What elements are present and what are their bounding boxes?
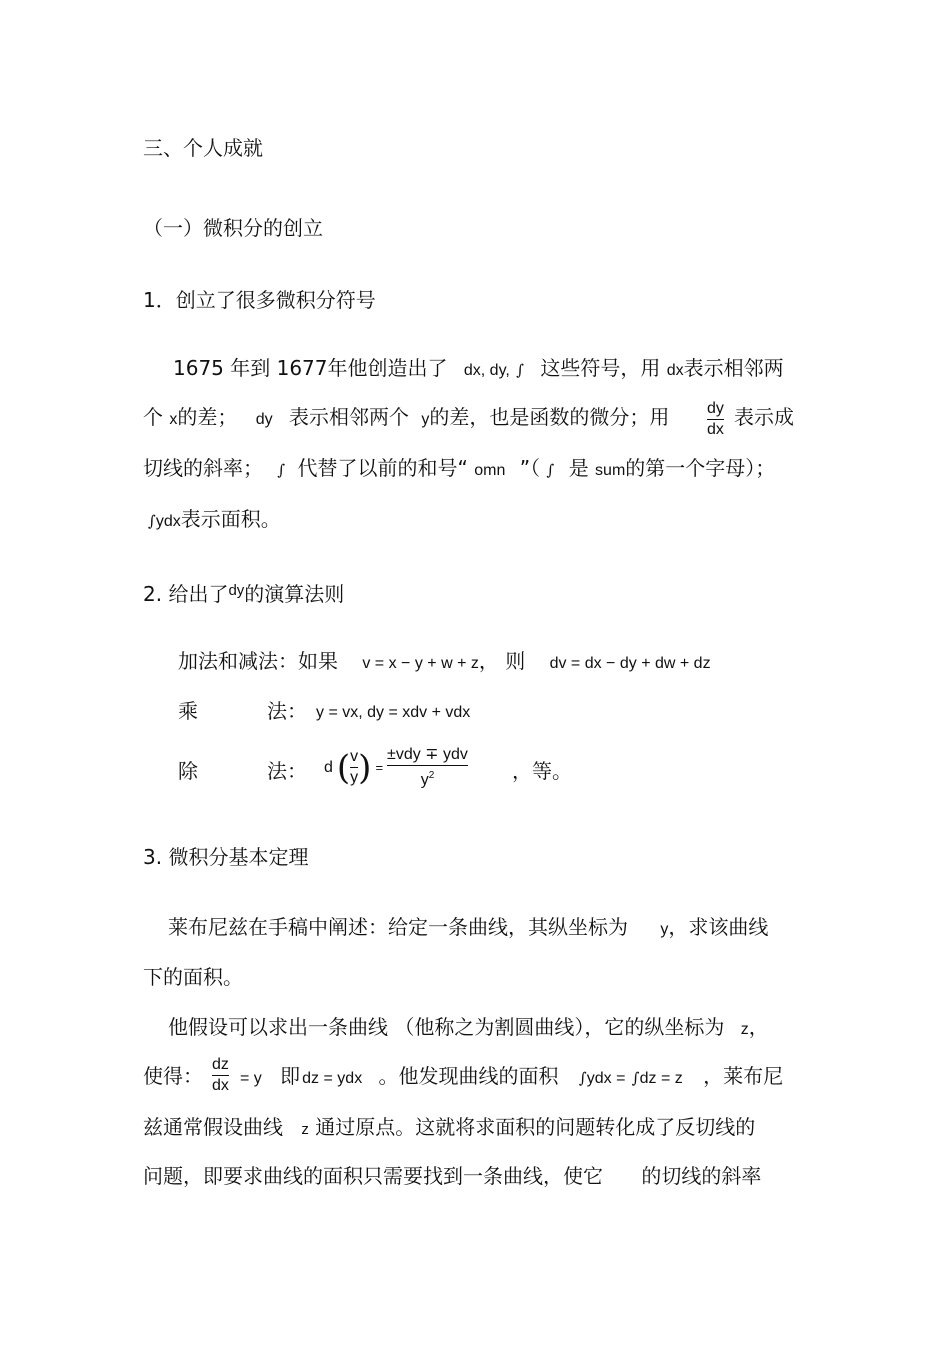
- rule-label: 加法和减法：如果: [178, 649, 338, 673]
- p1-text: 的差，也是函数的微分；用: [429, 405, 670, 429]
- integral-sign-icon: ∫: [578, 1069, 587, 1087]
- p1-text: 表示相邻两个: [288, 405, 409, 429]
- rule-mul-eq: y = vx, dy = xdv + vdx: [316, 704, 471, 721]
- integral-sign-icon: ∫: [277, 461, 286, 479]
- math-y: y: [660, 921, 669, 938]
- math-dx: dx: [666, 362, 684, 379]
- p1-text: 表示相邻两: [683, 356, 784, 380]
- math-y: y: [420, 771, 429, 789]
- p3-text: ，莱布尼: [703, 1064, 784, 1088]
- subsection-heading: （一）微积分的创立: [143, 216, 323, 240]
- item-1-heading: 1．创立了很多微积分符号: [143, 288, 376, 312]
- math-eq: dz = ydx: [302, 1070, 363, 1087]
- p2-text: 莱布尼兹在手稿中阐述：给定一条曲线，其纵坐标为: [168, 915, 628, 939]
- integral-sign-icon: ∫: [546, 461, 555, 479]
- p3-text: 的切线的斜率: [641, 1164, 762, 1188]
- math-dxdy: dx, dy,: [463, 362, 510, 379]
- math-dy: dy: [228, 582, 245, 599]
- rule-addition: [178, 648, 711, 677]
- p1-text: 的第一个字母）；: [625, 456, 776, 480]
- p3-line-2-head: 使得：: [143, 1064, 203, 1088]
- item-2-heading: [143, 578, 344, 607]
- p3-text: ，: [748, 1015, 769, 1039]
- p2-line-2: 下的面积。: [143, 965, 243, 989]
- fraction-quotient: [387, 745, 468, 790]
- math-dy: dy: [255, 411, 273, 428]
- item-2-text: 2. 给出了: [143, 582, 229, 606]
- p3-text: 通过原点。这就将求面积的问题转化成了反切线的: [315, 1115, 756, 1139]
- rule-div-tail: ，等。: [512, 759, 572, 783]
- integral-sign-icon: ∫: [631, 1069, 640, 1087]
- math-ydx: ydx: [155, 513, 181, 530]
- p1-text: 切线的斜率；: [143, 456, 263, 480]
- math-eq: = y: [240, 1070, 262, 1087]
- p2-text: ，求该曲线: [668, 915, 769, 939]
- math-eq: dz = z: [639, 1070, 683, 1087]
- p3-line-1: [168, 1014, 769, 1043]
- p1-line-4: [148, 506, 281, 535]
- fraction-denominator: dx: [212, 1077, 229, 1094]
- math-x: x: [169, 411, 178, 428]
- fraction-numerator: v: [350, 748, 359, 766]
- math-sum: sum: [595, 462, 626, 479]
- p1-fraction-dy-dx: [707, 399, 724, 440]
- section-heading: 三、个人成就: [143, 136, 263, 160]
- rule-mul-label-1: 乘: [178, 699, 198, 723]
- rule-div-label-2: 法：: [267, 759, 307, 783]
- p3-text: 他假设可以求出一条曲线 （他称之为割圆曲线），它的纵坐标为: [168, 1015, 725, 1039]
- p3-line-4: [143, 1163, 761, 1189]
- math-eq: dv = dx − dy + dw + dz: [549, 655, 711, 672]
- math-equals: =: [375, 760, 384, 776]
- rule-div-label-1: 除: [178, 759, 198, 783]
- p1-line-2-tail: 表示成: [734, 405, 794, 429]
- p1-text: 表示面积。: [180, 507, 281, 531]
- fraction-numerator: ±vdy ∓ ydv: [387, 746, 468, 763]
- p3-text: 即: [280, 1064, 301, 1088]
- fraction-numerator: dy: [707, 400, 724, 417]
- fraction-v-y: [350, 747, 358, 788]
- p3-line-2-rest: [240, 1063, 783, 1092]
- fraction-numerator: dz: [212, 1056, 229, 1073]
- math-y: y: [421, 411, 430, 428]
- p3-text: 。他发现曲线的面积: [378, 1064, 559, 1088]
- p1-text: 这些符号，用: [540, 356, 661, 380]
- p1-text: 是: [568, 456, 589, 480]
- left-paren: (: [336, 747, 351, 788]
- p3-line-3: [143, 1114, 755, 1143]
- math-eq: v = x − y + w + z: [362, 655, 479, 672]
- integral-sign-icon: ∫: [148, 512, 156, 530]
- math-d: d: [324, 758, 333, 776]
- exponent: 2: [428, 770, 435, 781]
- p1-text: 1675 年到 1677年他创造出了: [173, 356, 448, 380]
- p1-text: 代替了以前的和号“: [297, 456, 468, 480]
- item-3-heading: 3. 微积分基本定理: [143, 845, 309, 869]
- p3-text: 兹通常假设曲线: [143, 1115, 283, 1139]
- p1-text: 的差；: [177, 405, 238, 429]
- item-2-text: 的演算法则: [244, 582, 345, 606]
- fraction-denominator: dx: [707, 421, 724, 438]
- p1-line-2: [143, 404, 669, 433]
- math-eq: ydx =: [586, 1070, 626, 1087]
- p1-line-3: [143, 455, 775, 484]
- p1-text: ”（: [519, 456, 541, 480]
- p3-fraction-dz-dx: [212, 1055, 229, 1096]
- math-z: z: [740, 1021, 749, 1038]
- rule-text: ， 则: [478, 649, 526, 673]
- p1-text: 个: [143, 405, 163, 429]
- math-omn: omn: [474, 462, 506, 479]
- fraction-denominator: [421, 766, 435, 790]
- math-z: z: [301, 1121, 309, 1138]
- integral-sign-icon: ∫: [516, 361, 525, 379]
- rule-mul-label-2: 法：: [267, 699, 307, 723]
- p1-line-1: [173, 355, 784, 384]
- rule-div-formula: [324, 745, 468, 790]
- p2-line-1: [168, 914, 768, 943]
- right-paren: ): [358, 747, 372, 788]
- fraction-denominator: y: [350, 769, 359, 787]
- p3-text: 问题，即要求曲线的面积只需要找到一条曲线，使它: [143, 1164, 603, 1188]
